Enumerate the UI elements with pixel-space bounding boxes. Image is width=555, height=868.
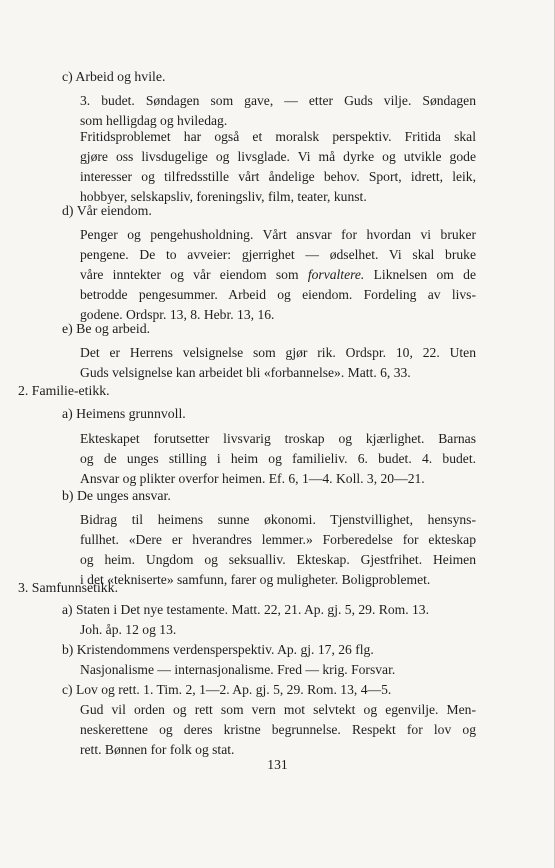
section-d-heading: d) Vår eiendom. bbox=[62, 203, 152, 218]
text-line: i det «tekniserte» samfunn, farer og muligheter. Boligproblemet. bbox=[80, 572, 431, 587]
text-line: b) Kristendommens verdensperspektiv. Ap. gj. 17, 26 flg. bbox=[62, 642, 374, 657]
text-line: rett. Bønnen for folk og stat. bbox=[80, 742, 235, 757]
section-c-paragraph-2 bbox=[80, 127, 476, 207]
text-line: og heim. Ungdom og seksualliv. Ekteskap. Gjestfrihet. Heimen bbox=[80, 552, 476, 567]
page-number: 131 bbox=[267, 757, 288, 772]
text-line: betrodde pengesummer. Arbeid og eiendom. Fordeling av livs- bbox=[80, 287, 476, 302]
text-line: interesser og tilfredsstille vårt åndelige behov. Sport, idrett, leik, bbox=[80, 169, 476, 184]
text-line: Fritidsproblemet har også et moralsk perspektiv. Fritida skal bbox=[80, 129, 476, 144]
familie-b-heading: b) De unges ansvar. bbox=[62, 488, 171, 503]
text-fragment: våre inntekter og vår eiendom som forvaltere. Liknelsen om de bbox=[80, 267, 476, 282]
text-line: Nasjonalisme — internasjonalisme. Fred — krig. Forsvar. bbox=[80, 662, 396, 677]
text-line: neskerettene og deres kristne begrunnelse. Respekt for lov og bbox=[80, 722, 476, 737]
section-e-paragraph bbox=[80, 343, 476, 383]
text-line: c) Lov og rett. 1. Tim. 2, 1—2. Ap. gj. 5, 29. Rom. 13, 4—5. bbox=[62, 682, 392, 697]
text-line: som helligdag og hviledag. bbox=[80, 113, 228, 128]
familie-a-heading: a) Heimens grunnvoll. bbox=[62, 406, 186, 421]
text-line: fullhet. «Dere er hverandres lemmer.» Forberedelse for ekteskap bbox=[80, 532, 476, 547]
text-line: Joh. åp. 12 og 13. bbox=[80, 622, 177, 637]
section-d-paragraph bbox=[80, 225, 476, 325]
text-line: Det er Herrens velsignelse som gjør rik. Ordspr. 10, 22. Uten bbox=[80, 345, 476, 360]
text-line: Penger og pengehusholdning. Vårt ansvar for hvordan vi bruker bbox=[80, 227, 476, 242]
familie-a-paragraph bbox=[80, 429, 476, 489]
text-line bbox=[80, 265, 476, 285]
samfunn-b-paragraph bbox=[62, 640, 476, 680]
text-line: 3. budet. Søndagen som gave, — etter Guds vilje. Søndagen bbox=[80, 93, 476, 108]
text-line: gjøre oss livsdugelige og livsglade. Vi må dyrke og utvikle gode bbox=[80, 149, 476, 164]
section-e-heading: e) Be og arbeid. bbox=[62, 321, 151, 336]
text-line: Ansvar og plikter overfor heimen. Ef. 6, 1—4. Koll. 3, 20—21. bbox=[80, 471, 425, 486]
italic-word: forvaltere. bbox=[307, 267, 365, 282]
text-line: pengene. De to avveier: gjerrighet — ødselhet. Vi skal bruke bbox=[80, 247, 476, 262]
text-line: hobbyer, selskapsliv, foreningsliv, film, teater, kunst. bbox=[80, 189, 367, 204]
section-c-paragraph-1 bbox=[80, 91, 476, 131]
text-line: Bidrag til heimens sunne økonomi. Tjenstvillighet, hensyns- bbox=[80, 512, 476, 527]
text-line: Guds velsignelse kan arbeidet bli «forbannelse». Matt. 6, 33. bbox=[80, 365, 411, 380]
text-line: godene. Ordspr. 13, 8. Hebr. 13, 16. bbox=[80, 307, 275, 322]
familie-b-paragraph bbox=[80, 510, 476, 590]
familie-heading: 2. Familie-etikk. bbox=[18, 383, 110, 398]
text-line: Gud vil orden og rett som vern mot selvtekt og egenvilje. Men- bbox=[80, 702, 476, 717]
section-c-heading: c) Arbeid og hvile. bbox=[62, 69, 166, 84]
samfunn-a-paragraph bbox=[62, 600, 476, 640]
text-line: Ekteskapet forutsetter livsvarig troskap og kjærlighet. Barnas bbox=[80, 431, 476, 446]
text-line: og de unges stilling i heim og familieliv. 6. budet. 4. budet. bbox=[80, 451, 476, 466]
samfunn-heading: 3. Samfunnsetikk. bbox=[18, 580, 119, 595]
text-line: a) Staten i Det nye testamente. Matt. 22, 21. Ap. gj. 5, 29. Rom. 13. bbox=[62, 602, 429, 617]
samfunn-c-paragraph bbox=[62, 680, 476, 760]
